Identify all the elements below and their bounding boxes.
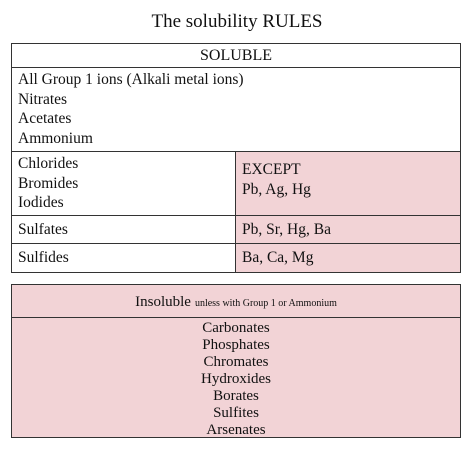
halides-cell	[12, 152, 236, 215]
insoluble-item: Hydroxides	[201, 371, 271, 387]
insoluble-item: Sulfites	[213, 405, 259, 421]
insoluble-item: Borates	[213, 388, 259, 404]
sulfides-row	[12, 244, 460, 272]
sulfides-exceptions: Ba, Ca, Mg	[242, 249, 314, 266]
sulfides-cell	[12, 244, 236, 272]
always-soluble-cell	[12, 68, 460, 152]
insoluble-title: Insoluble	[135, 294, 191, 310]
except-label: EXCEPT	[242, 161, 301, 178]
sulfates-cell	[12, 216, 236, 244]
always-soluble-item: Nitrates	[18, 90, 68, 108]
halide-item: Chlorides	[18, 155, 79, 172]
always-soluble-item: Acetates	[18, 110, 72, 127]
insoluble-item: Carbonates	[202, 320, 270, 336]
insoluble-list	[12, 318, 460, 439]
sulfates-exceptions: Pb, Sr, Hg, Ba	[242, 220, 331, 238]
halides-row	[12, 152, 460, 216]
halide-item: Bromides	[18, 174, 79, 192]
always-soluble-item: All Group 1 ions (Alkali metal ions)	[18, 71, 244, 88]
sulfates-exceptions-cell	[236, 216, 460, 244]
halide-item: Iodides	[18, 194, 64, 211]
halides-exceptions: Pb, Ag, Hg	[242, 180, 311, 198]
insoluble-note: unless with Group 1 or Ammonium	[194, 298, 337, 309]
halides-exceptions-cell	[236, 152, 460, 215]
page-title: The solubility RULES	[151, 11, 323, 32]
insoluble-item: Arsenates	[206, 422, 266, 438]
sulfides-exceptions-cell	[236, 244, 460, 272]
insoluble-item: Phosphates	[202, 337, 270, 353]
sulfates-row	[12, 216, 460, 245]
always-soluble-item: Ammonium	[18, 129, 93, 147]
insoluble-item: Chromates	[203, 354, 269, 370]
insoluble-table	[11, 284, 461, 438]
sulfates-label: Sulfates	[18, 220, 68, 238]
soluble-table	[11, 43, 461, 273]
insoluble-header	[12, 285, 460, 318]
soluble-header: SOLUBLE	[12, 44, 460, 68]
sulfides-label: Sulfides	[18, 249, 69, 266]
